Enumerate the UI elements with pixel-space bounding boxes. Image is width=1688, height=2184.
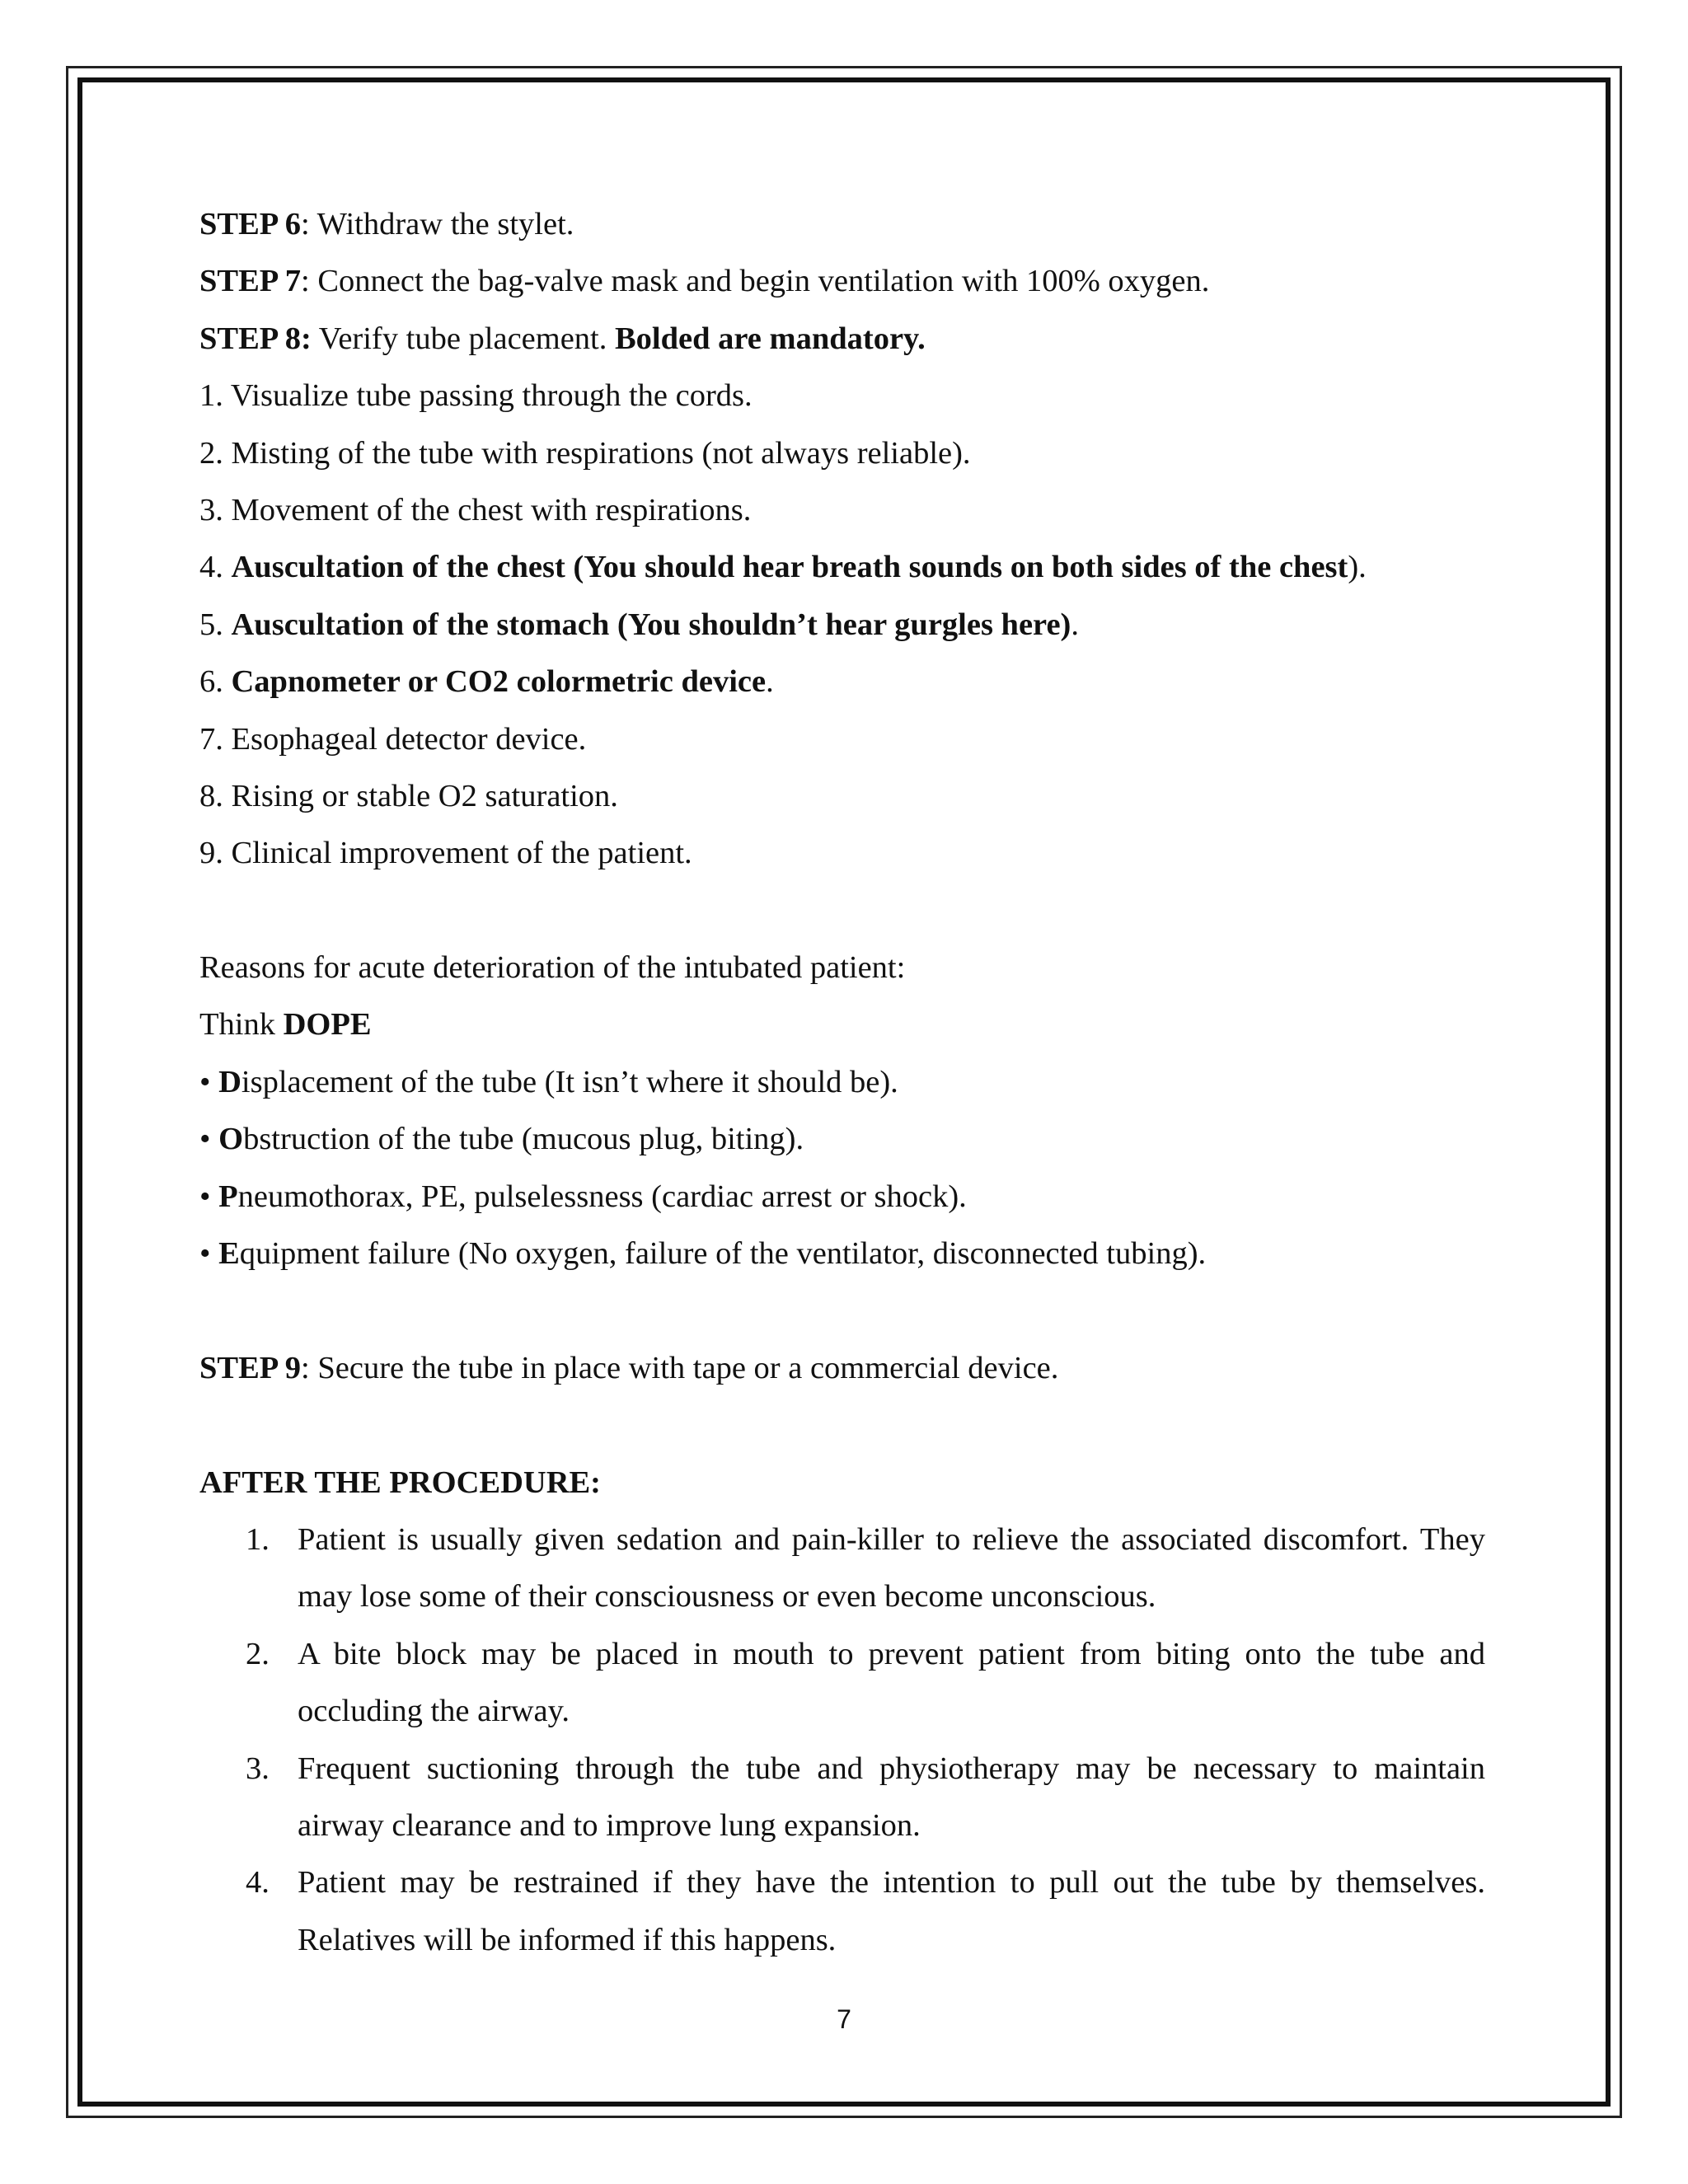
dope-text: quipment failure (No oxygen, failure of the ventilator, disconnected tubing). (239, 1236, 1207, 1272)
item-number: 7. (199, 721, 232, 757)
item-bold-text: Auscultation of the chest (You should hear breath sounds on both sides of the chest (231, 550, 1348, 585)
dope-item (199, 1169, 1485, 1226)
bullet: • (199, 1179, 219, 1214)
verification-item (199, 482, 1485, 539)
item-tail: . (1071, 607, 1079, 642)
verification-item (199, 654, 1485, 710)
list-item (199, 1741, 1485, 1855)
dope-item (199, 1111, 1485, 1168)
dope-text: neumothorax, PE, pulselessness (cardiac arrest or shock). (237, 1179, 967, 1214)
dope-text: bstruction of the tube (mucous plug, biting). (243, 1122, 804, 1157)
step-7-label: STEP 7 (199, 264, 302, 299)
item-text: Clinical improvement of the patient. (231, 836, 692, 871)
mnemonic: DOPE (283, 1007, 372, 1043)
spacer (199, 1397, 1485, 1454)
after-heading (199, 1455, 1485, 1511)
step-8 (199, 311, 1485, 368)
step-7-text: : Connect the bag-valve mask and begin ventilation with 100% oxygen. (301, 264, 1210, 299)
item-bold-text: Auscultation of the stomach (You shouldn’t hear gurgles here) (231, 607, 1071, 642)
item-text: Esophageal detector device. (231, 721, 587, 757)
item-text: Patient may be restrained if they have the intention to pull out the tube by themselves. Relatives will be informed if this happens. (298, 1865, 1485, 1957)
item-text: Misting of the tube with respirations (not always reliable). (231, 435, 971, 471)
verification-item (199, 539, 1485, 596)
verification-item (199, 425, 1485, 482)
page-number: 7 (837, 2004, 851, 2034)
item-number: 1. (246, 1521, 270, 1557)
deterioration-intro: Reasons for acute deterioration of the intubated patient: (199, 950, 906, 986)
item-number: 6. (199, 664, 232, 700)
bullet: • (199, 1122, 219, 1157)
item-text: Rising or stable O2 saturation. (231, 778, 618, 813)
verification-item (199, 711, 1485, 768)
step-9-label: STEP 9 (199, 1350, 302, 1385)
verification-item (199, 768, 1485, 825)
step-6-label: STEP 6 (199, 207, 302, 241)
dope-item (199, 1226, 1485, 1282)
spacer (199, 1282, 1485, 1339)
item-text: Movement of the chest with respirations. (231, 492, 752, 527)
dope-item (199, 1054, 1485, 1111)
dope-letter: O (218, 1122, 244, 1157)
item-bold-text: Capnometer or CO2 colormetric device (231, 664, 767, 700)
step-9-text: : Secure the tube in place with tape or a commercial device. (301, 1350, 1059, 1385)
list-item (199, 1626, 1485, 1741)
list-item (199, 1511, 1485, 1626)
step-8-label: STEP 8: (199, 321, 312, 356)
verification-item (199, 597, 1485, 654)
dope-letter: D (218, 1064, 241, 1099)
dope-text: isplacement of the tube (It isn’t where it should be). (241, 1064, 898, 1099)
item-number: 4. (246, 1865, 270, 1900)
dope-letter: P (218, 1179, 238, 1214)
step-9 (199, 1340, 1485, 1397)
verification-item (199, 825, 1485, 882)
item-number: 2. (246, 1636, 270, 1671)
step-6 (199, 196, 1485, 253)
item-tail: ). (1348, 550, 1367, 585)
item-text: Visualize tube passing through the cords. (230, 378, 753, 414)
item-number: 3. (199, 492, 232, 527)
step-8-note: Bolded are mandatory. (614, 321, 926, 356)
list-item (199, 1854, 1485, 1969)
item-number: 4. (199, 550, 232, 585)
item-number: 3. (246, 1750, 270, 1786)
dope-letter: E (218, 1236, 240, 1272)
step-8-text: Verify tube placement. (311, 321, 615, 356)
document-body (199, 196, 1485, 1969)
item-text: A bite block may be placed in mouth to prevent patient from biting onto the tube and occluding the airway. (298, 1636, 1485, 1729)
item-number: 2. (199, 435, 232, 471)
item-number: 1. (199, 378, 231, 414)
item-text: Patient is usually given sedation and pain-killer to relieve the associated discomfort. They may lose some of their consciousness or even become unconscious. (298, 1521, 1485, 1615)
item-number: 9. (199, 836, 232, 871)
item-tail: . (766, 664, 774, 700)
after-heading-text: AFTER THE PROCEDURE: (199, 1465, 602, 1500)
spacer (199, 883, 1485, 940)
item-text: Frequent suctioning through the tube and physiotherapy may be necessary to maintain airway clearance and to improve lung expansion. (298, 1750, 1485, 1844)
item-number: 5. (199, 607, 232, 642)
verification-item (199, 368, 1485, 424)
bullet: • (199, 1236, 219, 1272)
think-text: Think (199, 1007, 284, 1043)
step-7 (199, 253, 1485, 310)
bullet: • (199, 1064, 219, 1099)
after-procedure-list (199, 1511, 1485, 1969)
item-number: 8. (199, 778, 232, 813)
think-dope (199, 996, 1485, 1053)
step-6-text: : Withdraw the stylet. (301, 207, 574, 241)
